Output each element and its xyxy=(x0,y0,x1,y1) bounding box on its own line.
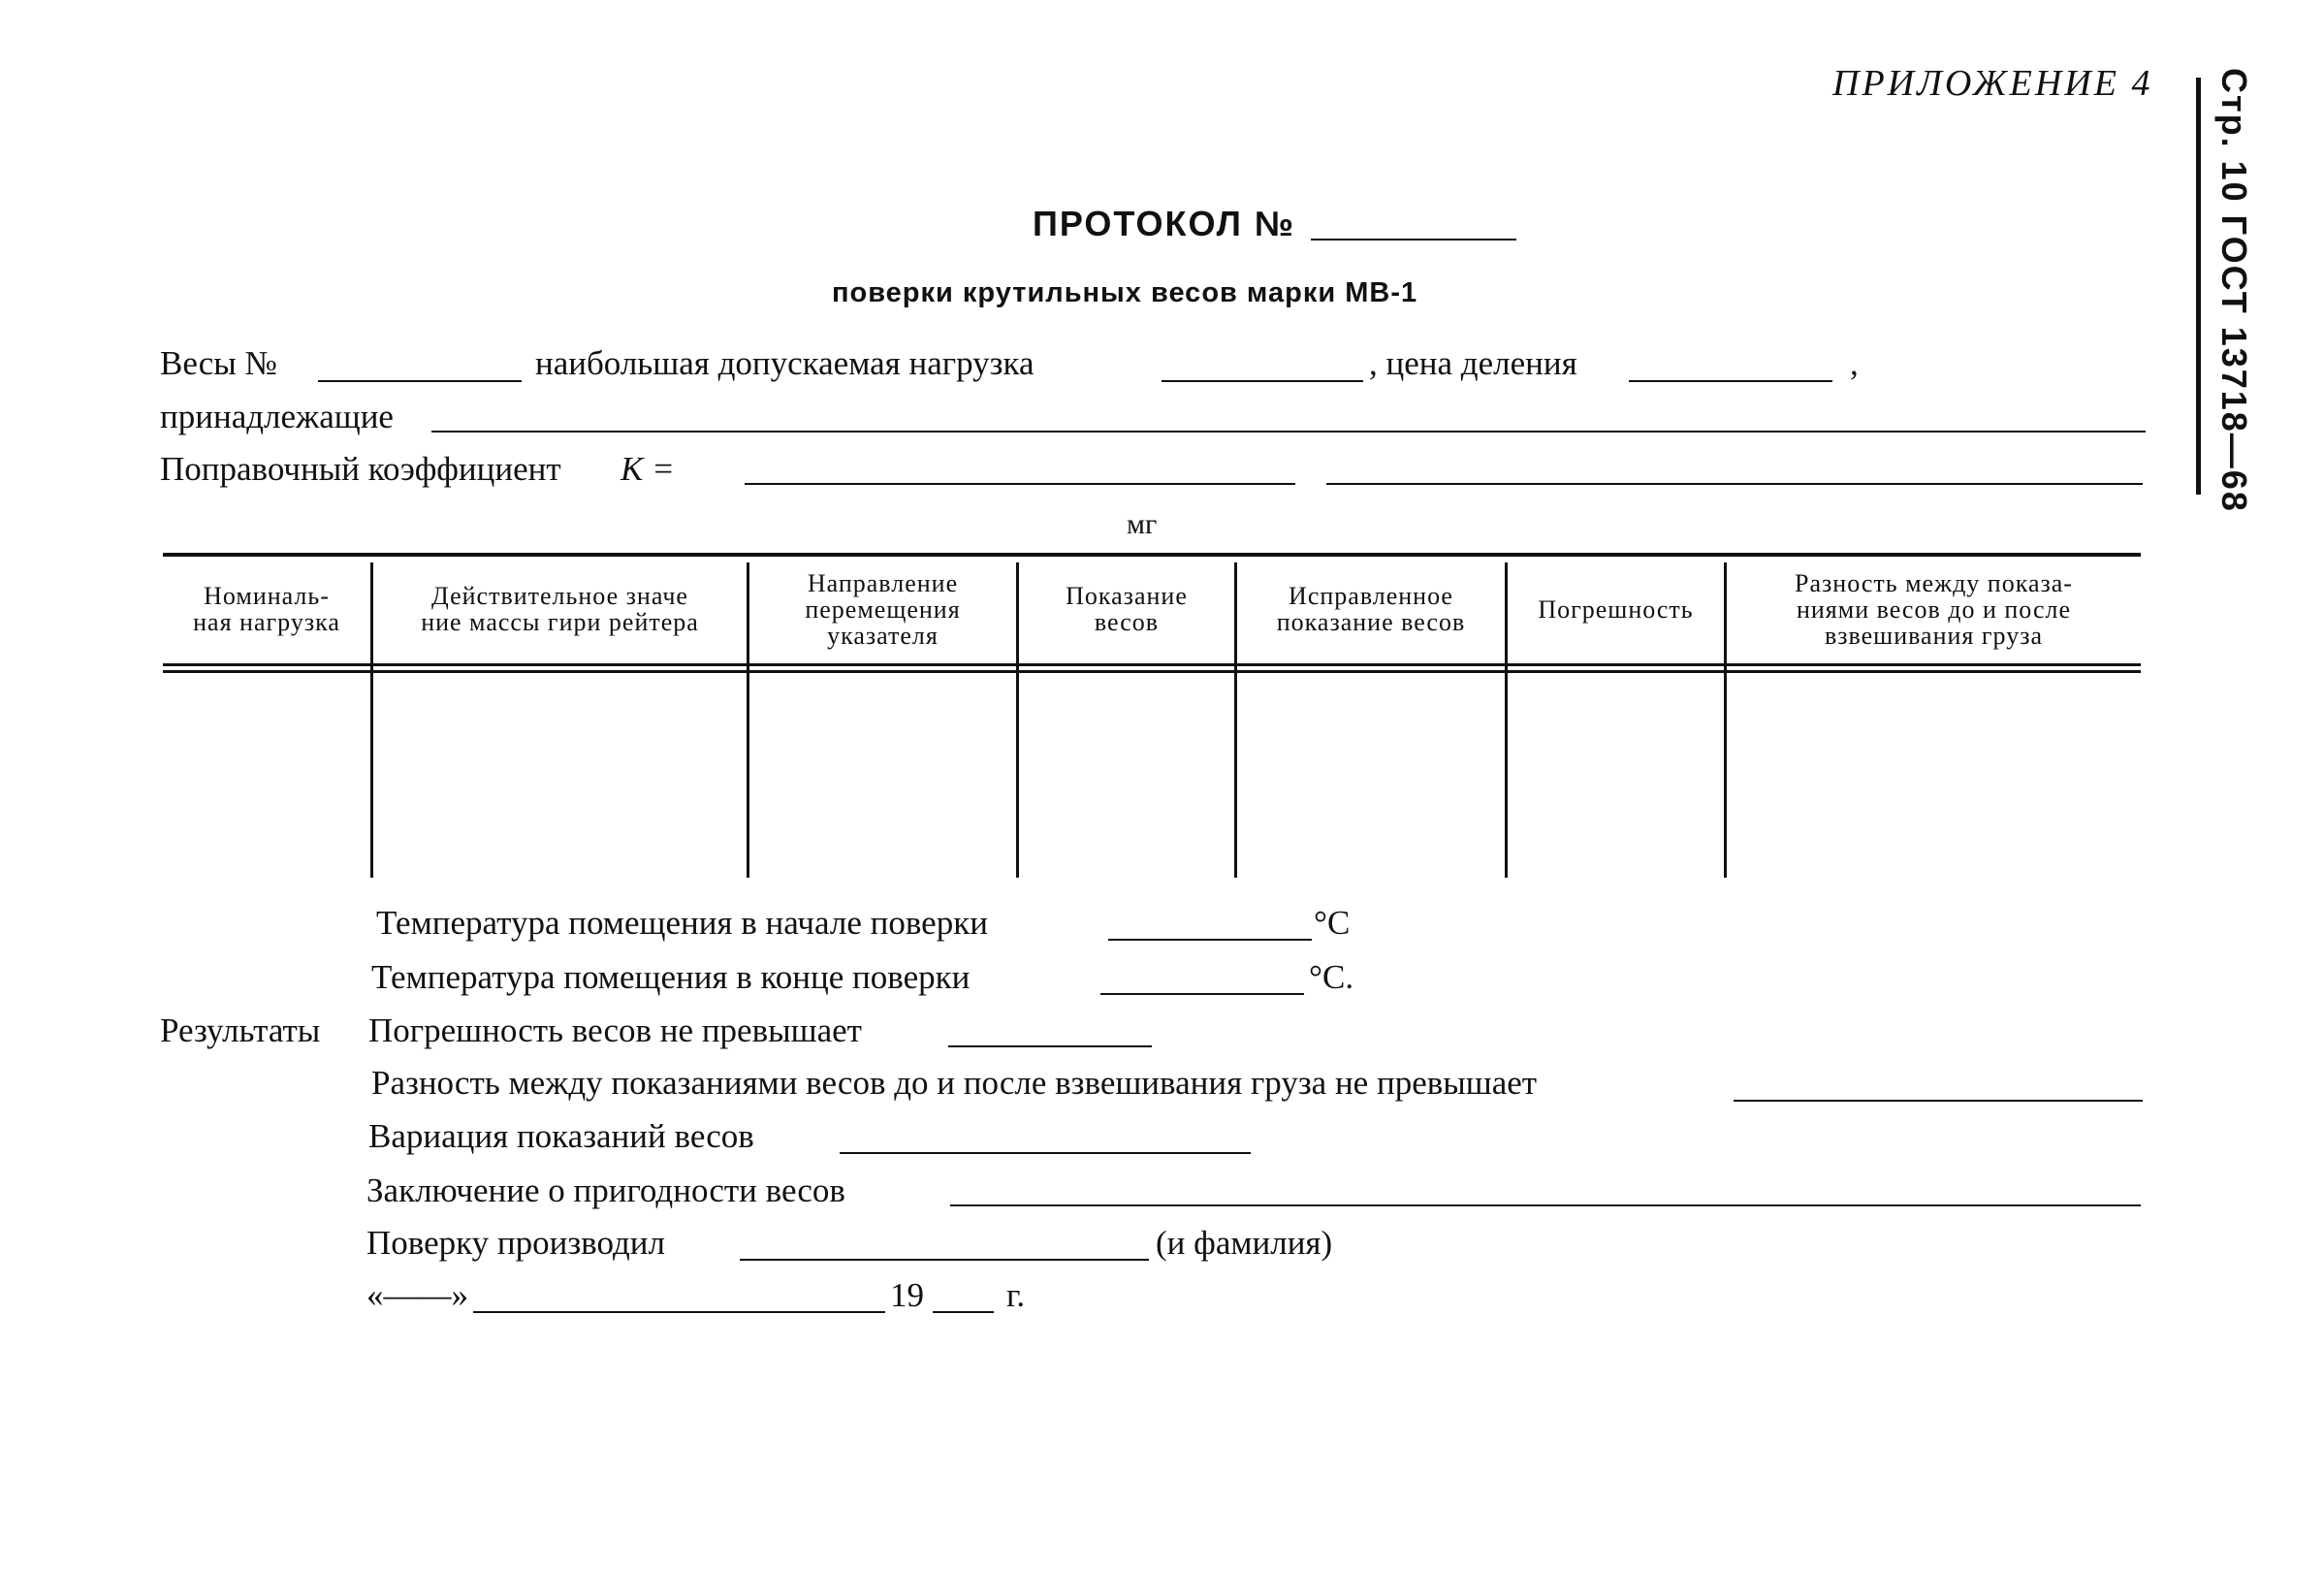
division-field[interactable] xyxy=(1629,380,1832,382)
division-end-comma: , xyxy=(1850,344,1859,382)
temp-end-label: Температура помещения в конце поверки xyxy=(371,958,971,996)
scales-no-field[interactable] xyxy=(318,380,522,382)
date-quote: «——» xyxy=(366,1276,468,1314)
column-header-label: Показание весов xyxy=(1066,582,1188,636)
column-header-label: Разность между показа- ниями весов до и после взвешивания груза xyxy=(1795,568,2073,650)
temp-start-field[interactable] xyxy=(1108,939,1312,941)
correction-label: Поправочный коэффициент xyxy=(160,450,561,488)
unit-label: мг xyxy=(1127,508,1158,540)
temp-end-field[interactable] xyxy=(1100,993,1304,995)
column-header-reading-difference xyxy=(1727,561,2141,658)
column-header-nominal-load xyxy=(163,561,370,658)
appendix-label: ПРИЛОЖЕНИЕ 4 xyxy=(1832,63,2153,104)
date-year-field[interactable] xyxy=(933,1311,994,1313)
variation-field[interactable] xyxy=(840,1152,1251,1154)
protocol-subtitle: поверки крутильных весов марки МВ-1 xyxy=(832,277,1418,308)
max-load-field[interactable] xyxy=(1162,380,1363,382)
table-top-rule xyxy=(163,553,2141,557)
temp-start-label: Температура помещения в начале поверки xyxy=(376,904,988,942)
conclusion-label: Заключение о пригодности весов xyxy=(366,1171,845,1209)
results-label: Результаты xyxy=(160,1011,321,1049)
side-rule xyxy=(2196,78,2201,495)
side-page-label xyxy=(2181,68,2278,513)
correction-field-1[interactable] xyxy=(745,483,1295,485)
performed-by-label: Поверку производил xyxy=(366,1224,665,1262)
belonging-label: принадлежащие xyxy=(160,398,394,435)
max-load-label: наибольшая допускаемая нагрузка xyxy=(535,344,1035,382)
column-header-corrected-reading xyxy=(1237,561,1505,658)
protocol-number-field[interactable] xyxy=(1311,239,1516,241)
temp-start-unit: °C xyxy=(1314,904,1351,942)
column-header-label: Исправленное показание весов xyxy=(1276,582,1466,636)
diff-not-exceed-label: Разность между показаниями весов до и после взвешивания груза не превышает xyxy=(371,1064,1538,1102)
performed-by-note: (и фамилия) xyxy=(1156,1224,1333,1262)
date-year-prefix: 19 xyxy=(890,1276,924,1314)
protocol-title: ПРОТОКОЛ № xyxy=(1033,204,1295,243)
side-label-text: Стр. 10 ГОСТ 13718—68 xyxy=(2214,68,2254,513)
table-header-rule-1 xyxy=(163,663,2141,666)
column-header-pointer-direction xyxy=(749,561,1016,658)
performed-by-field[interactable] xyxy=(740,1259,1149,1261)
date-suffix: г. xyxy=(1006,1276,1026,1314)
column-header-label: Погрешность xyxy=(1538,594,1694,624)
table-header-rule-2 xyxy=(163,670,2141,673)
variation-label: Вариация показаний весов xyxy=(368,1117,754,1155)
column-header-label: Направление перемещения указателя xyxy=(805,568,961,650)
correction-symbol: K = xyxy=(621,450,675,488)
error-not-exceed-label: Погрешность весов не превышает xyxy=(368,1011,862,1049)
correction-field-2[interactable] xyxy=(1326,483,2143,485)
belonging-field[interactable] xyxy=(431,431,2146,433)
error-not-exceed-field[interactable] xyxy=(948,1045,1152,1047)
column-header-label: Номиналь- ная нагрузка xyxy=(193,582,340,636)
division-label: , цена деления xyxy=(1369,344,1577,382)
column-header-label: Действительное значе ние массы гири рейтера xyxy=(421,582,699,636)
diff-not-exceed-field[interactable] xyxy=(1734,1100,2143,1102)
scales-no-label: Весы № xyxy=(160,344,277,382)
temp-end-unit: °C. xyxy=(1309,958,1354,996)
column-header-error xyxy=(1508,561,1724,658)
date-day-month-field[interactable] xyxy=(473,1311,885,1313)
column-header-scale-reading xyxy=(1019,561,1234,658)
column-header-rider-mass xyxy=(373,561,747,658)
conclusion-field[interactable] xyxy=(950,1204,2141,1206)
